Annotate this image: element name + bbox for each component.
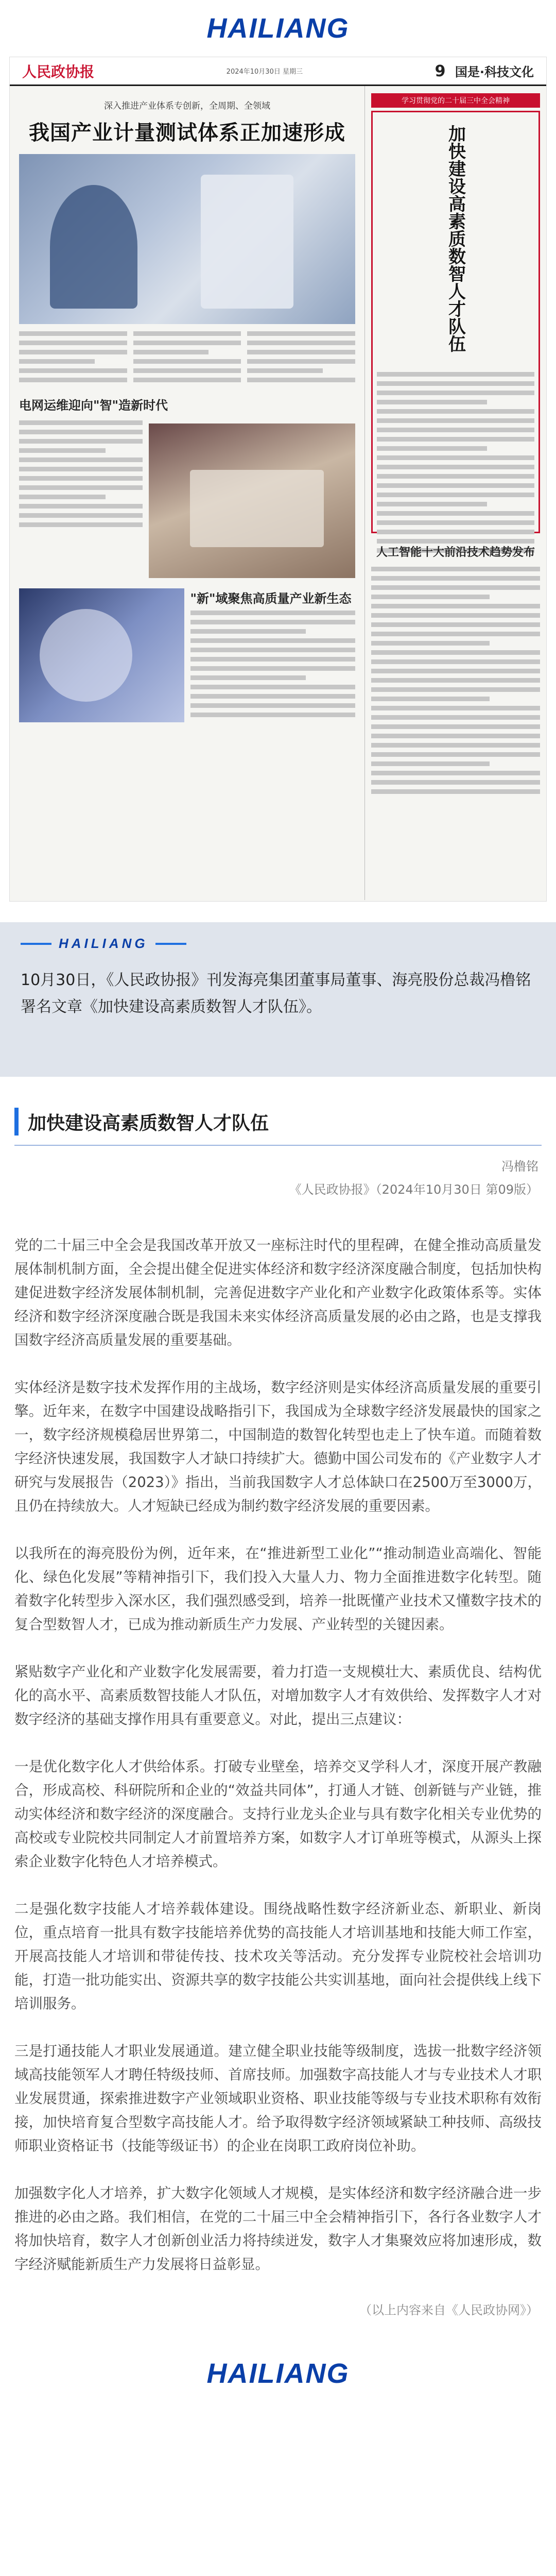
newspaper-text-columns <box>19 331 355 387</box>
article-source: 《人民政协报》（2024年10月30日 第09版） <box>289 1182 538 1197</box>
intro-banner <box>0 922 556 1077</box>
newspaper-right-label: 学习贯彻党的二十届三中全会精神 <box>371 93 540 108</box>
newspaper-section-name: 国是·科技文化 <box>455 64 534 79</box>
article-paragraph: 三是打通技能人才职业发展通道。建立健全职业技能等级制度，选拔一批数字经济领域高技能领军人才聘任特级技师、首席技师。加强数字高技能人才与专业技术人才职业发展贯通，探索推进数字产业领域职业资格、职业技能等级与专业技术职称有效衔接，加快培育复合型数字高技能人才。给予取得数字经济领域紧缺工种技师、高级技师职业资格证书（技能等级证书）的企业在岗职工政府岗位补助。 <box>14 2043 542 2154</box>
newspaper-photo-lab <box>19 154 355 324</box>
article-title-row <box>0 1108 556 1136</box>
newspaper-section <box>435 62 534 80</box>
footer-hailiang-logo: HAILIANG <box>206 2358 350 2389</box>
newspaper-masthead: 人民政协报 <box>22 63 95 80</box>
top-brand-bar <box>0 0 556 57</box>
newspaper-photo-robots <box>149 423 355 578</box>
hailiang-logo: HAILIANG <box>206 13 350 44</box>
article-paragraph: 加强数字化人才培养，扩大数字化领域人才规模，是实体经济和数字经济融合进一步推进的必由之路。我们相信，在党的二十届三中全会精神指引下，各行各业数字人才将加快培育，数字人才创新创业活力将持续迸发，数字人才集聚效应将加速形成，数字经济赋能新质生产力发展将日益彰显。 <box>14 2185 542 2273</box>
newspaper-kicker: 深入推进产业体系专创新，全周期、全领域 <box>104 101 270 111</box>
article-author: 冯橹铭 <box>501 1159 538 1174</box>
article-title: 加快建设高素质数智人才队伍 <box>28 1112 269 1134</box>
article-paragraph: 实体经济是数字技术发挥作用的主战场，数字经济则是实体经济高质量发展的重要引擎。近年来，在数字中国建设战略指引下，我国成为全球数字经济发展最快的国家之一，数字经济规模稳居世界第二，中国制造的数智化转型也走上了快车道。而随着数字经济快速发展，我国数字人才缺口持续扩大。德勤中国公司发布的《产业数字人才研究与发展报告（2023）》指出，当前我国数字人才总体缺口在2500万至3000万，且仍在持续放大。人才短缺已经成为制约数字经济发展的重要因素。 <box>14 1379 542 1514</box>
newspaper-subhead-ecosystem: "新"域聚焦高质量产业新生态 <box>190 591 352 606</box>
intro-text: 10月30日，《人民政协报》刊发海亮集团董事局董事、海亮股份总裁冯橹铭署名文章《加快建设高素质数智人才队伍》。 <box>21 971 531 1016</box>
newspaper-page-number: 9 <box>435 62 446 80</box>
newspaper-featured-title: 加快建设高素质数智人才队伍 <box>445 125 466 352</box>
banner-brand <box>21 936 535 952</box>
newspaper-photo-ai <box>19 588 184 722</box>
newspaper-subhead-grid: 电网运维迎向"智"造新时代 <box>19 398 168 413</box>
newspaper-page-image <box>9 57 547 902</box>
title-divider <box>14 1145 542 1146</box>
title-accent-bar <box>14 1108 19 1136</box>
article-body <box>0 1233 556 2276</box>
article-paragraph: 以我所在的海亮股份为例，近年来，在“推进新型工业化”“推动制造业高端化、智能化、绿色化发展”等精神指引下，我们投入大量人力、物力全面推进数字化转型。随着数字化转型步入深水区，我们强烈感受到，培养一批既懂产业技术又懂数字技术的复合型数智人才，已成为推动新质生产力发展、产业转型的关键因素。 <box>14 1545 542 1633</box>
banner-brand-text: HAILIANG <box>59 936 148 951</box>
newspaper-right-subhead: 人工智能十大前沿技术趋势发布 <box>376 546 535 559</box>
newspaper-headline: 我国产业计量测试体系正加速形成 <box>29 121 345 145</box>
newspaper-featured-article <box>371 111 540 533</box>
article-paragraph: 二是强化数字技能人才培养载体建设。围绕战略性数字经济新业态、新职业、新岗位，重点培育一批具有数字技能培养优势的高技能人才培训基地和技能大师工作室，开展高技能人才培训和带徒传技、技术攻关等活动。充分发挥专业院校社会培训功能，打造一批功能实出、资源共享的数字技能公共实训基地，面向社会提供线上线下培训服务。 <box>14 1901 542 2012</box>
newspaper-masthead-bar <box>10 57 546 86</box>
article-paragraph: 一是优化数字化人才供给体系。打破专业壁垒，培养交叉学科人才，深度开展产教融合，形成高校、科研院所和企业的“效益共同体”，打通人才链、创新链与产业链，推动实体经济和数字经济的深度融合。支持行业龙头企业与具有数字化相关专业优势的高校或专业院校共同制定人才前置培养方案，如数字人才订单班等模式，从源头上探索企业数字化特色人才培养模式。 <box>14 1758 542 1870</box>
newspaper-date: 2024年10月30日 星期三 <box>226 68 303 76</box>
article-paragraph: 紧贴数字产业化和产业数字化发展需要，着力打造一支规模壮大、素质优良、结构优化的高水平、高素质数智技能人才队伍，对增加数字人才有效供给、发挥数字人才对数字经济的基础支撑作用具有重要意义。对此，提出三点建议： <box>14 1664 542 1727</box>
article-footnote: （以上内容来自《人民政协网》） <box>359 2303 538 2317</box>
article-paragraph: 党的二十届三中全会是我国改革开放又一座标注时代的里程碑，在健全推动高质量发展体制机制方面，全会提出健全促进实体经济和数字经济深度融合制度，包括加快构建促进数字经济发展体制机制，完善促进数字产业化和产业数字化政策体系等。实体经济和数字经济深度融合既是我国未来实体经济高质量发展的必由之路，也是支撑我国数字经济高质量发展的重要基础。 <box>14 1237 542 1348</box>
newspaper-left-column <box>10 86 365 900</box>
footer-brand-bar <box>0 2348 556 2399</box>
newspaper-right-column <box>365 86 546 900</box>
